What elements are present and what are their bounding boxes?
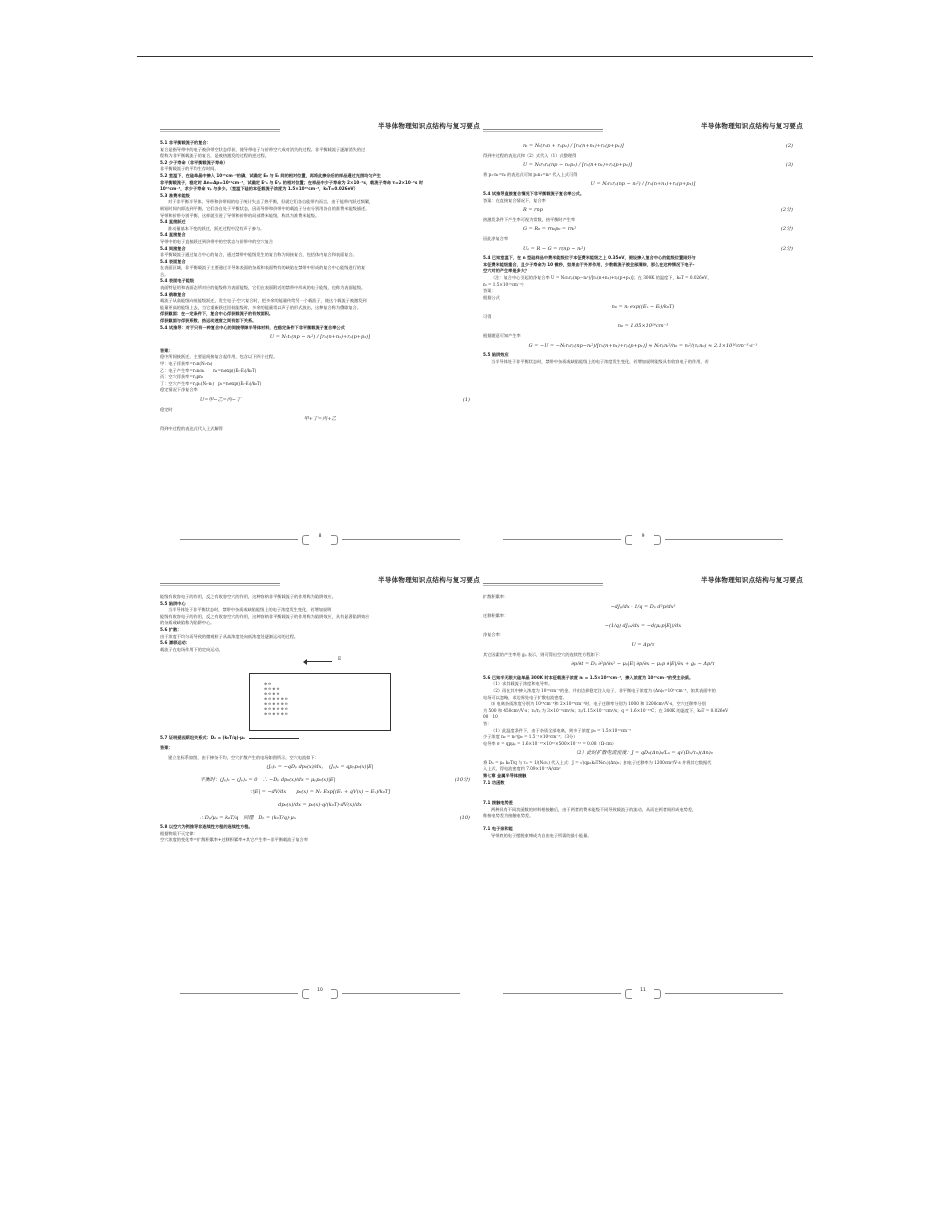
text-line: 建立坐标系如图，由于掺杂不均，空穴扩散产生的电场如图所示，空穴电流如下： <box>168 754 319 760</box>
section-heading: 5.4 表面复合 <box>160 258 186 264</box>
question-text: 5.7 证明爱因斯坦关系式：Dₙ = (k₀T/q)·μₙ <box>160 735 245 741</box>
text-line: （注：复合中心引起的净复合率 U = Nₜrₙrₚ(np−nᵢ²)/[rₙ(n+n₁)+rₚ(p+p₁)]；在 300K 的温度下，k₀T = 0.026eV， <box>491 274 712 280</box>
equation-1 <box>160 394 480 407</box>
equation-label: 扩散积累率： <box>483 594 509 599</box>
section-heading: 5.4 试推导：对于只有一种复合中心的间接带隙半导体材料，在稳定条件下非平衡载流子复合率公式 <box>160 324 345 330</box>
text-line: 合。 <box>160 271 169 277</box>
score-label: (2分) <box>780 245 793 252</box>
footer-bracket <box>625 989 632 999</box>
section-heading: 5.1 非平衡载流子的复合： <box>160 140 211 145</box>
footer-rule <box>342 539 460 540</box>
text-line: 热激发条件下产生率可视为常数，热平衡时产生率 <box>483 216 576 222</box>
text-line: 丙：空穴俘获率=rₚpnₜ <box>160 374 203 380</box>
page-footer <box>503 988 783 998</box>
text-line: 因此净复合率 <box>483 235 509 241</box>
text-line <box>483 786 803 800</box>
equation-text: ∴ Dₚ/μₚ = k₀T/q 同理 Dₙ = (k₀T/q)·μₙ <box>200 814 296 821</box>
header-rule <box>160 131 280 132</box>
text-line: 复合是指导带中的电子被价带空状态俘获，使导带电子与价带空穴成对消失的过程。非平衡载流子逐渐消失的过 <box>160 146 366 152</box>
text-line: 称接电势差为接触电势差。 <box>483 813 534 819</box>
equation-number: (1) <box>462 396 470 403</box>
text-line <box>483 613 803 620</box>
question-heading: 5.4 试推导直接复合情况下非平衡载流子复合率公式。 <box>483 190 585 196</box>
carrier-row: ⊕ ⊖ <box>264 682 272 687</box>
equation-text: R = rnp <box>523 207 543 214</box>
answer-label: 答案： <box>160 744 173 750</box>
text-line: 答案：在直接复合情况下，复合率 <box>483 197 546 203</box>
page-footer <box>180 988 460 998</box>
equation-text: G = R₀ = rn₀p₀ = rnᵢ² <box>523 226 577 233</box>
page-footer <box>180 534 460 544</box>
section-heading: 5.5 陷阱中心 <box>160 600 186 606</box>
text-line: 准动量基本不变的跃迁，跃迁过程中没有声子参与。 <box>168 225 265 231</box>
section-heading: 5.4 直接跃迁 <box>160 219 186 225</box>
equation-label: 净复合率： <box>483 632 504 638</box>
section-heading: 答案： <box>160 347 173 353</box>
text-line: 两种具有不同功函数的材料相接触后，由于两者的费米能级不同导致载流子的流动，从而在两者间形成电势差， <box>491 806 697 812</box>
text-line: 可得 <box>483 313 492 319</box>
text-line: 根据题意可知产生率 <box>483 333 521 339</box>
page-body <box>160 136 480 331</box>
section-heading: 5.2 室温下，在硅单晶中掺入 10¹⁵cm⁻³的磷，试确定 E₀ 与 Eᵢ 间的相对位置，再将此掺杂后的样品通过光照均匀产生 <box>160 172 381 178</box>
text-line: 能级有收容电子的作用，反之有收容空穴的作用，这种容纳非平衡载流子的作用称为陷阱效应，具有显著陷阱效应 <box>160 613 370 619</box>
header-rule <box>160 585 280 586</box>
equation-2: 甲+丁=丙+乙 <box>303 416 337 423</box>
text-line: 为 500 和 450cm²/V·s；rₙ/rₚ 为 3×10⁻⁸cm³/s；rₚ/1.15×10⁻⁷cm³/s；q = 1.6×10⁻¹⁹C；在 300K 的温度下，k₀T = 0.026eV <box>483 707 729 713</box>
footer-rule <box>665 993 783 994</box>
drift-figure <box>249 673 391 731</box>
footer-bracket <box>331 989 338 999</box>
chapter-heading: 第七章 金属半导体接触 <box>483 773 527 779</box>
equation-2 <box>160 774 480 787</box>
section-heading: 7.1 接触电势差 <box>483 800 513 806</box>
text-line: 电导率 σ = qpμₚ = 1.6×10⁻¹⁹×10¹⁵×500×10⁻¹³ = 0.08（Ω·cm） <box>483 740 617 746</box>
score-label: (2分) <box>780 207 793 214</box>
page-body <box>483 136 803 365</box>
equation-current: （2）此时扩散电流密度：J = qDₙ(Δn)₀/Lₙ = q√(Dₙ/τₙ)(Δn)₀ <box>573 750 713 757</box>
page-body <box>160 344 480 394</box>
score-label: (2分) <box>780 226 793 233</box>
equation-n0-value: n₀ = 1.05×10¹⁶cm⁻³ <box>617 323 669 330</box>
footer-rule <box>180 539 298 540</box>
page-header <box>160 122 480 136</box>
score-label: (10分) <box>454 776 470 783</box>
page-number: 10 <box>317 988 323 993</box>
text-line: 导带底的电子摆脱束缚成为自由电子所需的最小能量。 <box>491 832 592 838</box>
equation-text: nₜ = Nₜ(rₙn + rₚp₁) / [rₙ(n+n₁)+rₚ(p+p₁)] <box>523 143 624 149</box>
equation-4: dp₀(x)/dx = p₀(x)·q/(k₀T)·dV(x)/dx <box>278 801 362 808</box>
equation-ud <box>483 243 803 256</box>
page-1 <box>160 122 480 552</box>
equation-r <box>483 204 803 217</box>
text-line: 载流子在电场作用下的定向运动。 <box>160 646 223 652</box>
question-heading: 5.4 已知室温下，在 n 型硅样品中费米能级位于本征费米能级之上 0.35eV，假设掺入复合中心的能级位置刚好与 <box>483 255 696 261</box>
footer-bracket <box>654 535 661 545</box>
header-rule <box>160 129 280 130</box>
header-title: 半导体物理知识点结构与复习要点 <box>701 122 803 130</box>
text-line: 对于非平衡半导体，导带和价带间的电子统计失去了热平衡，但就它们各自能带内而言，由于能带内跃迁频繁， <box>168 199 374 205</box>
top-rule <box>137 56 813 57</box>
section-heading: 非平衡载流子，稳定时 Δn=Δp=10¹²cm⁻³，试确定 Eᶠₙ 与 Eᶠₚ 的相对位置；在样品中少子寿命为 2×10⁻⁶s，载流子寿命 τ=2×10⁻⁶s 时 <box>160 179 424 185</box>
text-line: 丁：空穴产生率=rₚp₁(Nₜ-nₜ) p₁=nᵢexp((Eᵢ-Eₜ)/k₀T) <box>160 380 262 386</box>
header-rule <box>483 129 603 130</box>
equation-text: U = Nₜrₙrₚ(np − n₁p₁) / [rₙ(n+n₁)+rₚ(p+p₁)] <box>523 162 632 169</box>
question-heading: 5.5 陷阱效应 <box>483 352 509 358</box>
text-line <box>483 632 803 639</box>
text-line: ⑶ 电离杂质浓度分别为 10¹⁴cm⁻³和 2×10¹⁴cm⁻³时，电子迁移率分别为 1000 和 1200cm²/V·s，空穴迁移率分别 <box>491 701 706 707</box>
question-heading: 空穴对的产生率是多大？ <box>483 268 530 274</box>
text-line: 载流子从高能级向低能级跃迁，发生电子-空穴复合时，把多余的能量传给另一个载流子，使这个载流子被激发到 <box>160 298 367 304</box>
formula-u: U = Nᵣtᵣ(np − nᵢ²) / [rₙ(n+n₁)+rₚ(p+p₁)] <box>269 334 371 341</box>
text-line: 极短时间内即达到平衡，它们各自处于平衡状态，因而导带和价带中的载流子分布分别用各自的准费米能级描述。 <box>160 205 370 211</box>
header-rule <box>483 585 603 586</box>
section-heading: 5.4 俄歇复合 <box>160 291 186 297</box>
text-line: 稳定时 <box>160 406 173 412</box>
text-line: 乙：电子产生率=rₙnₜn₁ n₁=nᵢexp((Eₜ-Eᵢ)/k₀T) <box>160 367 257 373</box>
header-rule <box>483 131 603 132</box>
page-number: 11 <box>640 988 646 993</box>
equation-net: U = Δp/τ <box>631 641 655 648</box>
equation-text: U=甲−乙=丙−丁 <box>200 396 241 403</box>
page-2 <box>483 122 803 552</box>
carrier-row: ⊕ ⊖ ⊕ ⊖ ⊕ ⊖ <box>264 707 288 712</box>
carrier-row: ⊕ ⊖ ⊕ ⊖ <box>264 687 280 692</box>
text-line: 在表面区域，非平衡载流子主要通过半导体表面的杂质和表面特有的缺陷在禁带中形成的复合中心能级进行的复 <box>160 265 366 271</box>
footer-bracket <box>302 535 309 545</box>
footer-rule <box>180 993 298 994</box>
equation-text: Uₐ = R − G = r(np − nᵢ²) <box>523 245 586 252</box>
equation-text: 平衡时：(Jₚ)ₓ − (Jₚ)ₔ = 0 ∴ −Dₚ dp₀(x)/dx = μₚp₀(x)|E| <box>200 776 336 783</box>
equation-number: (2) <box>785 143 793 149</box>
text-line: 导带和价带分别平衡，这样就引进了导带和价带的局部费米能级，称其为准费米能级。 <box>160 212 320 218</box>
field-arrow <box>160 657 480 667</box>
text-line: （2）再在其中掺入浓度为 10¹⁶cm⁻³的金，并由边界稳定注入电子，非平衡电子浓度为 (Δn)₀=10¹⁰cm⁻³，如其表面中的 <box>491 687 716 693</box>
text-line: 能量更高的能级上去，当它重新跃迁回低能级时，多余的能量常以声子的形式放出，这种复合称为俄歇复合。 <box>160 304 362 310</box>
text-line: 答案： <box>483 288 496 294</box>
text-line: 由于浓度不均匀而导致的微观粒子从高浓度处向低浓度处逐渐运动的过程。 <box>160 633 299 639</box>
page-header <box>483 122 803 136</box>
text-line: 甲：电子俘获率=rₙn(Nₜ-nₜ) <box>160 361 213 366</box>
text-line: 当半导体处于非平衡状态时，禁带中杂质或缺陷能级上的电子浓度发生变化，若增加说明 <box>168 607 332 613</box>
equation-number: (10) <box>459 814 470 821</box>
text-line: 空穴浓度的变化率=扩散积累率+迁移积累率+其它产生率−非平衡载流子复合率 <box>160 837 309 843</box>
section-heading: 7.1 功函数 <box>483 779 505 785</box>
text-line: 当半导体处于非平衡状态时，禁带中杂质或缺陷能级上的电子浓度发生变化，若增加说明能级具有收容电子的作用，若 <box>491 358 709 364</box>
question-heading <box>160 735 480 742</box>
equation-generation: G = −U = −Nₜrₙrₚ(np−nᵢ²)/[rₙ(n+n₁)+rₚ(p+p₁)] ≈ Nₜrₚnᵢ²/n₀ = nᵢ²/(τₚn₀) ≈ 2.1×10¹⁰cm⁻³·s⁻¹ <box>528 342 758 349</box>
section-heading: 俘获截面：在一定条件下，复合中心俘获载流子的有效面积。 <box>160 311 274 317</box>
equation-number: (3) <box>785 162 793 169</box>
text-line: 导带中的电子直接跃迁到价带中的空状态与价带中的空穴复合 <box>160 238 274 244</box>
equation-u <box>483 159 803 172</box>
equation-drift: −(1/q) dJₚₔ/dx = −d(μₚp|E|)/dx <box>604 622 682 629</box>
footer-bracket <box>331 535 338 545</box>
text-line <box>483 594 803 601</box>
equation-5 <box>160 812 480 825</box>
text-line: 电场可以忽略，求边界处电子扩散电流密度。 <box>483 694 567 700</box>
text-line: 得到中过程的表达式和（2）式代入（1）式整理得 <box>483 152 577 158</box>
page-body <box>160 590 480 653</box>
text-line: 稳中所间接跃迁，主要是间接复合起作用，包含以下四个过程。 <box>160 354 278 360</box>
section-heading: 5.6 漂移运动： <box>160 640 190 646</box>
text-line: （1）此温度条件下，由于杂质全部电离，则多子浓度 p₀ = 1.5×10¹⁵cm⁻³ <box>491 727 631 733</box>
equation-label: 迁移积累率： <box>483 613 509 619</box>
text-line: 入上式，得电流密度约 7.09×10⁻⁸A/cm² <box>483 766 561 772</box>
page-footer <box>503 534 783 544</box>
carrier-row: ⊕ ⊖ ⊕ ⊖ <box>264 692 280 697</box>
text-line: 能级有收容电子的作用，反之有收容空穴的作用，这种容纳非平衡载流子的作用称为陷阱效应。 <box>160 594 336 599</box>
header-title: 半导体物理知识点结构与复习要点 <box>701 576 803 584</box>
footer-rule <box>342 993 460 994</box>
header-title: 半导体物理知识点结构与复习要点 <box>378 576 480 584</box>
section-heading: 7.1 电子亲和能 <box>483 826 513 832</box>
footer-rule <box>503 539 621 540</box>
header-rule <box>483 583 603 584</box>
section-heading: 5.6 扩散： <box>160 626 182 632</box>
footer-rule <box>665 539 783 540</box>
text-line: 根据物质不灭定律： <box>160 830 198 836</box>
text-line: 00 10 <box>483 714 498 720</box>
section-heading: 俘获截面与俘获系数、热运动速度之间有如下关系。 <box>160 318 257 324</box>
question-heading: 5.8 以空穴为例推导非连续性方程的连续性方程。 <box>160 824 253 830</box>
question-heading: 本征费米能级重合，且少子寿命为 10 微秒，如果由于外界作用，少数载流子被全部清除，那么在这种情况下电子- <box>483 261 695 267</box>
page-number: 9 <box>641 534 645 539</box>
header-title: 半导体物理知识点结构与复习要点 <box>378 122 480 130</box>
footer-bracket <box>625 535 632 545</box>
carrier-row: ⊕ ⊖ ⊕ ⊖ ⊕ ⊖ <box>264 712 288 717</box>
continuity-equation: ∂p/∂t = Dₚ ∂²p/∂x² − μₚ|E| ∂p/∂x − μₚp ∂|E|/∂x + gₚ − Δp/τ <box>571 661 715 668</box>
text-line: 将 Dₙ = μₙ k₀T/q 与 τₙ = 1/(Nₜrₙ) 代入上式：J = √(qμₙk₀TNₜrₙ)(Δn)₀；扣电子迁移率为 1200cm²/V·s 并将其它数据代 <box>483 759 712 765</box>
section-heading: 5.3 准费米能级 <box>160 192 190 198</box>
text-line: nᵢ = 1.5×10¹⁰cm⁻³） <box>483 281 526 287</box>
page-body <box>483 590 803 839</box>
text-line: 其它因素的产生率用 gₚ 表示，则可得出空穴的连续性方程如下： <box>483 651 604 657</box>
text-line: 稳定情况下净复合率 <box>160 387 198 393</box>
equation-diffusion: −dJₚ/dx · 1/q = Dₚ d²p/dx² <box>610 603 676 610</box>
page-3 <box>160 576 480 1006</box>
page-number: 8 <box>318 534 322 539</box>
text-line: （1）求其载流子浓度和电导率。 <box>491 681 553 687</box>
carrier-row: ⊕ ⊖ ⊕ ⊖ ⊕ ⊖ <box>264 702 288 707</box>
text-line: 非平衡载流子的平均生存时间。 <box>160 166 219 172</box>
section-heading: 5.4 直接复合 <box>160 232 186 238</box>
section-heading: 10¹⁰cm⁻³，求少子寿命 τₚ 与多少。（室温下硅的本征载流子浓度为 1.5×10¹⁰cm⁻³，k₀T=0.026eV） <box>160 186 358 192</box>
section-heading: 5.2 少子寿命（非平衡载流子寿命） <box>160 159 228 165</box>
arrow-shaft <box>306 661 332 662</box>
page-header <box>160 576 480 590</box>
field-label: E <box>338 657 342 663</box>
carrier-row: ⊕ ⊖ ⊕ ⊖ ⊕ ⊖ <box>264 697 288 702</box>
question-heading: 5.6 已知半无限大硅单晶 300K 时本征载流子浓度 nᵢ = 1.5×10¹⁰cm⁻³，掺入浓度为 10¹⁵cm⁻³的受主杂质。 <box>483 674 694 680</box>
text-line: 将 p₁·n₁=nᵢ 的表达式可知 p₁n₁=nᵢ² 代入上式可得 <box>483 171 578 177</box>
section-heading: 5.4 间接复合 <box>160 245 186 251</box>
text-line: 答： <box>483 720 492 726</box>
header-rule <box>160 583 280 584</box>
text-line: 少子浓度 n₀ = nᵢ²/p₀ = 1.5⁻¹×10⁵cm⁻³；（3分） <box>483 734 578 740</box>
equation-g <box>483 223 803 236</box>
equation-3: ∵|E| = −dV/dx p₀(x) = Nᵥ Exp[(Eᵥ + qV(x) − Eₓ)/k₀T] <box>249 789 391 796</box>
text-line: 表面特征的和表面态所对应的能级称为表面能级，它们在表面附近的禁带中形成的电子能级，也称为表面能级。 <box>160 285 366 291</box>
text-line: 根据公式 <box>483 294 500 300</box>
footer-rule <box>503 993 621 994</box>
equation-u2: U = Nₜrₙrₚ(np − nᵢ²) / [rₙ(n+n₁)+rₚ(p+p₁)] <box>590 181 696 188</box>
text-line: 得到中过程的表达式代入上式解得 <box>160 425 223 431</box>
underline <box>249 738 299 739</box>
footer-bracket <box>302 989 309 999</box>
equation-1: (Jₚ)ₓ = −qDₚ dp₀(x)/dx， (Jₚ)ₔ = qpₚp₀(x)|E| <box>266 764 374 771</box>
page-header <box>483 576 803 590</box>
footer-bracket <box>654 989 661 999</box>
equation-n0: n₀ = nᵢ exp((Eₓ − Eᵢ)/k₀T) <box>611 304 675 311</box>
page-4 <box>483 576 803 1006</box>
text-line: 非平衡载流子通过复合中心的复合，通过禁带中能级发生的复合称为间接复合，包括体内复合和表面复合。 <box>160 252 357 258</box>
text-line: 程称为非平衡载流子的复合，是被热激发的过程的逆过程。 <box>160 153 269 159</box>
charge-carriers <box>264 682 288 717</box>
text-line: 的杂质或缺陷称为陷阱中心。 <box>160 620 215 626</box>
equation-nt <box>483 140 803 153</box>
section-heading: 5.4 表面电子能级 <box>160 278 195 284</box>
